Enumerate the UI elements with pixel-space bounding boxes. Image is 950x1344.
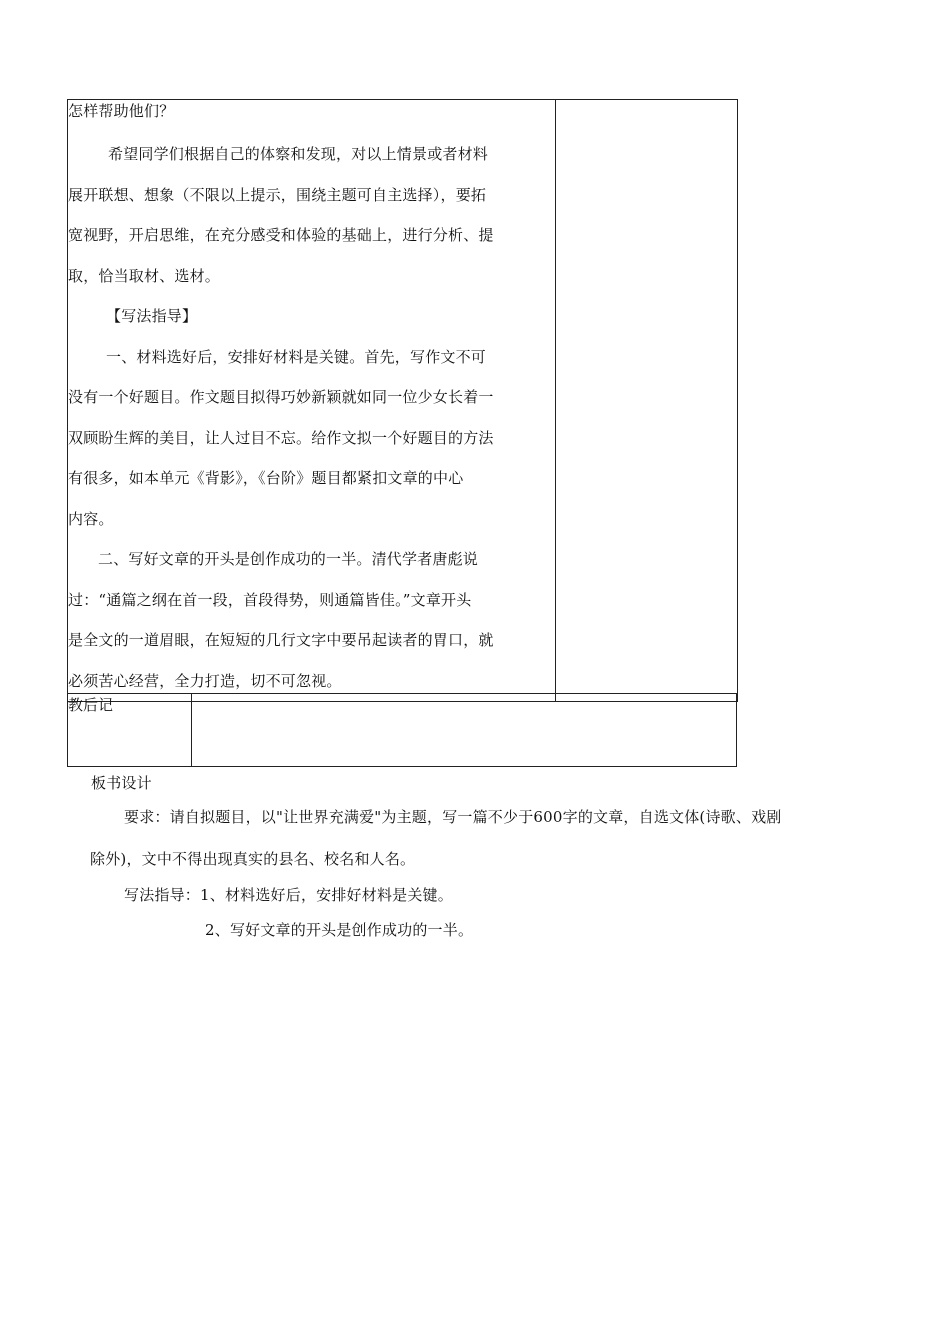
notes-cell [556,100,738,702]
paragraph-line: 希望同学们根据自己的体察和发现，对以上情景或者材料 [108,145,489,163]
paragraph-line: 取，恰当取材、选材。 [68,266,221,285]
lesson-content-cell [68,100,556,702]
reflection-table [67,693,737,767]
paragraph-line: 展开联想、想象（不限以上提示，围绕主题可自主选择），要拓 [68,185,487,204]
paragraph-line: 有很多，如本单元《背影》，《台阶》题目都紧扣文章的中心 [68,469,464,487]
board-design-title: 板书设计 [91,774,152,792]
writing-tip-line: 2、写好文章的开头是创作成功的一半。 [205,921,474,939]
paragraph-line: 过：“通篇之纲在首一段，首段得势，则通篇皆佳。”文章开头 [68,590,472,609]
paragraph-line: 怎样帮助他们？ [68,102,175,120]
paragraph-line: 二、写好文章的开头是创作成功的一半。清代学者唐彪说 [98,550,479,568]
paragraph-line: 内容。 [68,509,114,528]
paragraph-line: 宽视野，开启思维，在充分感受和体验的基础上，进行分析、提 [68,226,494,244]
requirement-line: 要求：请自拟题目，以"让世界充满爱"为主题，写一篇不少于600字的文章，自选文体(诗歌、戏剧 [124,808,782,826]
reflection-label: 教后记 [68,694,192,767]
paragraph-line: 是全文的一道眉眼，在短短的几行文字中要吊起读者的胃口，就 [68,631,494,649]
content-row [68,100,738,702]
section-heading: 【写法指导】 [106,307,198,325]
reflection-row [68,694,737,767]
requirement-line: 除外)，文中不得出现真实的县名、校名和人名。 [90,850,416,868]
paragraph-line: 一、材料选好后，安排好材料是关键。首先，写作文不可 [106,347,487,366]
paragraph-line: 没有一个好题目。作文题目拟得巧妙新颖就如同一位少女长着一 [68,388,494,406]
paragraph-line: 必须苦心经营，全力打造，切不可忽视。 [68,671,342,690]
paragraph-line: 双顾盼生辉的美目，让人过目不忘。给作文拟一个好题目的方法 [68,428,494,447]
reflection-content-cell [192,694,737,767]
writing-tip-line: 写法指导：1、材料选好后，安排好材料是关键。 [124,886,453,904]
lesson-plan-table [67,99,738,702]
